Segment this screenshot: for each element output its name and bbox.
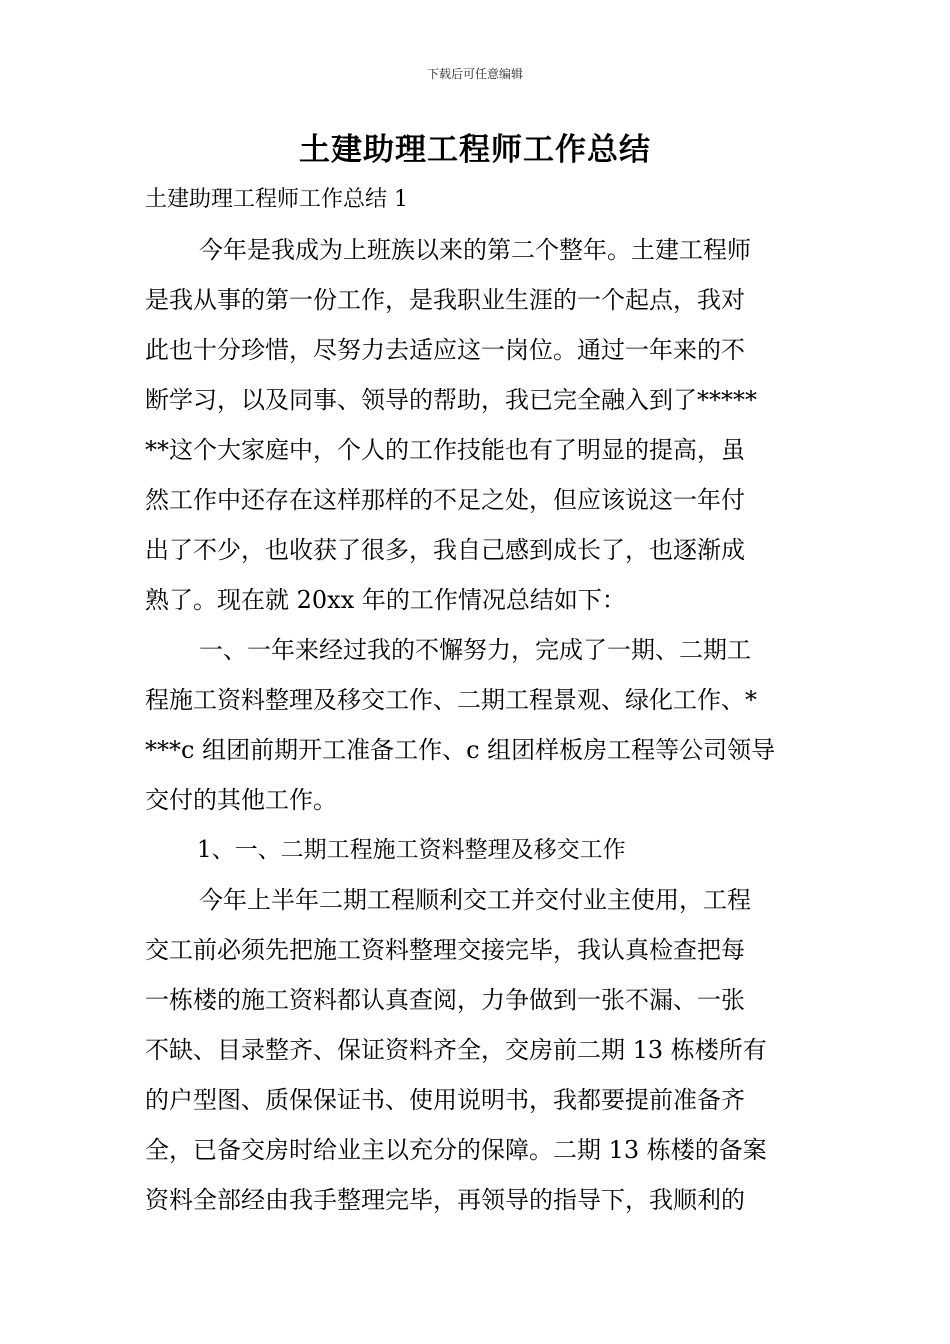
text-line: 熟了。现在就 20xx 年的工作情况总结如下： (145, 586, 626, 614)
text-line: **这个大家庭中，个人的工作技能也有了明显的提高，虽 (145, 436, 745, 464)
header-note: 下载后可任意编辑 (426, 67, 523, 81)
text-line: 的户型图、质保保证书、使用说明书，我都要提前准备齐 (145, 1086, 745, 1114)
text-line: 然工作中还存在这样那样的不足之处，但应该说这一年付 (145, 486, 745, 514)
text-line: 今年上半年二期工程顺利交工并交付业主使用，工程 (199, 886, 751, 914)
paragraph-section-one (145, 625, 805, 825)
text-line: 一栋楼的施工资料都认真查阅，力争做到一张不漏、一张 (145, 986, 745, 1014)
text-line: 资料全部经由我手整理完毕，再领导的指导下，我顺利的 (145, 1186, 745, 1214)
document-body (145, 225, 805, 1225)
text-line: 一、一年来经过我的不懈努力，完成了一期、二期工 (199, 636, 751, 664)
text-line: 今年是我成为上班族以来的第二个整年。土建工程师 (199, 236, 751, 264)
subsection-heading (145, 825, 805, 875)
paragraph-intro (145, 225, 805, 625)
text-line: 1、一、二期工程施工资料整理及移交工作 (197, 837, 626, 863)
text-line: 出了不少，也收获了很多，我自己感到成长了，也逐渐成 (145, 536, 745, 564)
text-line: 交工前必须先把施工资料整理交接完毕，我认真检查把每 (145, 936, 745, 964)
text-line: 断学习，以及同事、领导的帮助，我已完全融入到了***** (145, 386, 757, 414)
paragraph-subsection-body (145, 875, 805, 1225)
text-line: ***c 组团前期开工准备工作、c 组团样板房工程等公司领导 (145, 736, 776, 764)
document-title: 土建助理工程师工作总结 (299, 132, 651, 168)
text-line: 不缺、目录整齐、保证资料齐全，交房前二期 13 栋楼所有 (145, 1036, 767, 1064)
text-line: 此也十分珍惜，尽努力去适应这一岗位。通过一年来的不 (145, 336, 745, 364)
text-line: 是我从事的第一份工作，是我职业生涯的一个起点，我对 (145, 286, 745, 314)
section-subtitle: 土建助理工程师工作总结 1 (145, 187, 408, 212)
text-line: 全，已备交房时给业主以充分的保障。二期 13 栋楼的备案 (145, 1136, 767, 1164)
text-line: 交付的其他工作。 (145, 786, 337, 814)
text-line: 程施工资料整理及移交工作、二期工程景观、绿化工作、* (145, 686, 757, 714)
